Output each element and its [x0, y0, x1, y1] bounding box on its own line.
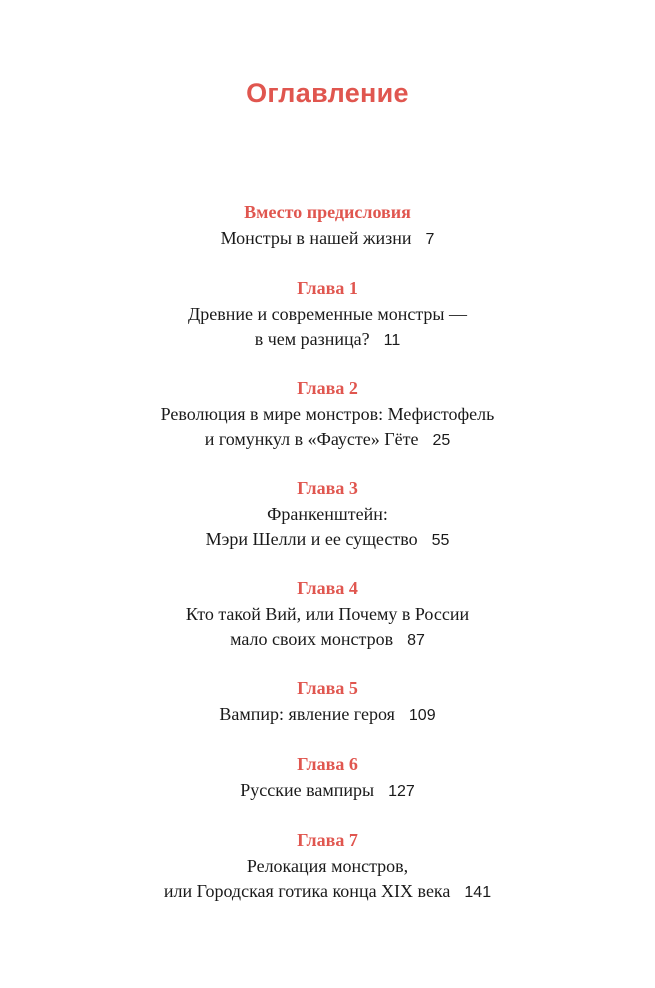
- chapter-heading: Вместо предисловия: [244, 202, 411, 222]
- chapter-title-line: [0, 402, 655, 427]
- chapter-title-line: [0, 327, 655, 353]
- toc-entry-chapter-5[interactable]: [0, 676, 655, 752]
- table-of-contents: [0, 200, 655, 928]
- chapter-title-line: [0, 527, 655, 553]
- chapter-title-text: Древние и современные монстры —: [187, 304, 468, 324]
- chapter-title-line: [0, 854, 655, 879]
- chapter-title-text: Революция в мире монстров: Мефистофель: [160, 404, 495, 424]
- page-number: 141: [464, 884, 492, 901]
- page-number: 25: [432, 432, 451, 449]
- chapter-title-text: Кто такой Вий, или Почему в России: [185, 604, 470, 624]
- page-number: 7: [425, 231, 435, 248]
- toc-entry-chapter-2[interactable]: [0, 376, 655, 476]
- toc-entry-chapter-3[interactable]: [0, 476, 655, 576]
- chapter-heading: Глава 2: [297, 378, 358, 398]
- chapter-title-text: или Городская готика конца XIX века: [163, 881, 451, 901]
- page-number: 11: [383, 332, 401, 349]
- chapter-heading: Глава 1: [297, 278, 358, 298]
- chapter-title-line: [0, 427, 655, 453]
- chapter-title-line: [0, 702, 655, 728]
- chapter-title-text: Франкенштейн:: [267, 504, 388, 524]
- chapter-title-line: [0, 602, 655, 627]
- chapter-title-text: Вампир: явление героя: [219, 704, 395, 724]
- chapter-title-text: и гомункул в «Фаусте» Гёте: [204, 429, 419, 449]
- chapter-title-text: Русские вампиры: [240, 780, 375, 800]
- chapter-title-line: [0, 879, 655, 905]
- chapter-title-text: мало своих монстров: [230, 629, 394, 649]
- page-title: Оглавление: [246, 78, 409, 108]
- page-number: 127: [388, 783, 415, 800]
- chapter-title-line: [0, 627, 655, 653]
- toc-entry-chapter-6[interactable]: [0, 752, 655, 828]
- chapter-title-line: [0, 302, 655, 327]
- chapter-title-line: [0, 502, 655, 527]
- chapter-title-text: в чем разница?: [254, 329, 370, 349]
- page-number: 87: [407, 632, 425, 649]
- chapter-title-line: [0, 226, 655, 252]
- chapter-title-text: Монстры в нашей жизни: [220, 228, 412, 248]
- toc-entry-chapter-4[interactable]: [0, 576, 655, 676]
- page-number: 55: [431, 532, 450, 549]
- chapter-heading: Глава 3: [297, 478, 358, 498]
- chapter-title-line: [0, 778, 655, 804]
- chapter-heading: Глава 7: [297, 830, 358, 850]
- page-number: 109: [408, 707, 436, 724]
- chapter-title-text: Релокация монстров,: [246, 856, 409, 876]
- chapter-heading: Глава 5: [297, 678, 358, 698]
- toc-entry-preface[interactable]: [0, 200, 655, 276]
- chapter-title-text: Мэри Шелли и ее существо: [205, 529, 418, 549]
- toc-entry-chapter-1[interactable]: [0, 276, 655, 376]
- chapter-heading: Глава 4: [297, 578, 358, 598]
- chapter-heading: Глава 6: [297, 754, 358, 774]
- toc-entry-chapter-7[interactable]: [0, 828, 655, 928]
